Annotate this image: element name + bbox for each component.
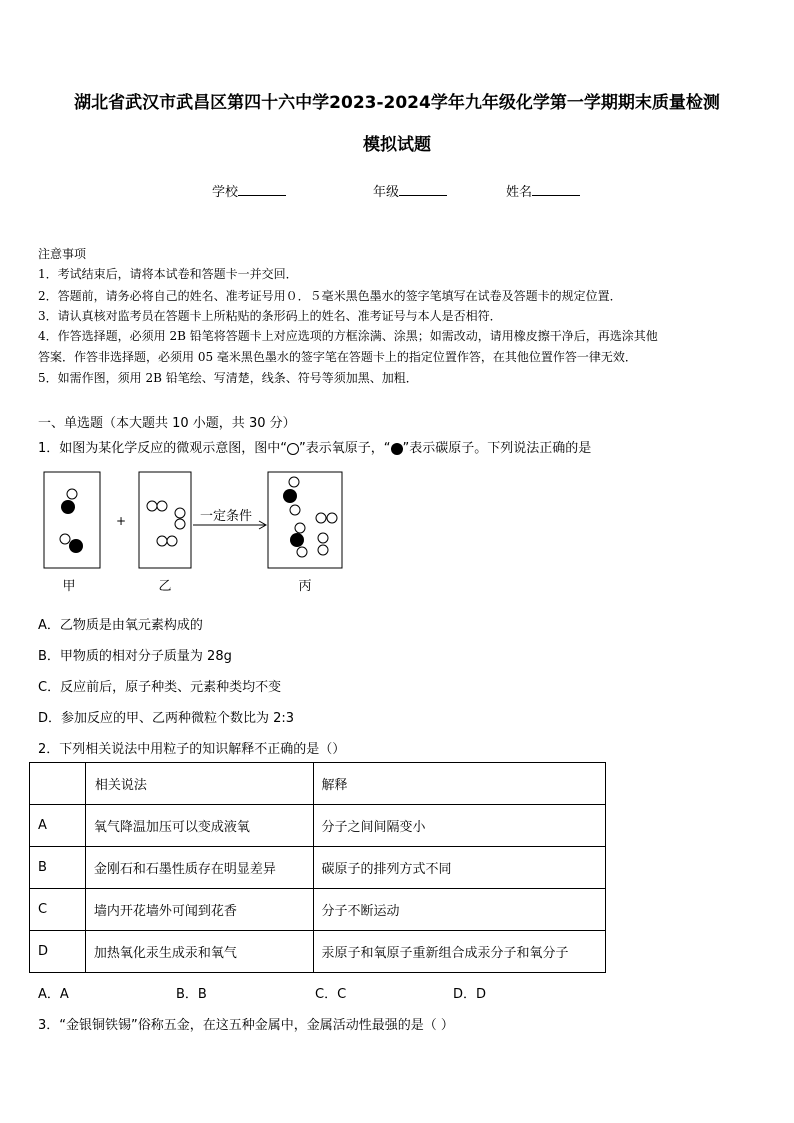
carbon-atom-icon [290,533,304,547]
oxygen-atom-icon [147,501,157,511]
question-1-text-b: ”表示氧原子，“ [299,441,391,456]
table-cell: 氧气降温加压可以变成液氧 [85,805,313,847]
table-header-cell: 相关说法 [85,763,313,805]
grade-blank [399,183,447,196]
question-2-stem: 2．下列相关说法中用粒子的知识解释不正确的是（） [38,742,346,757]
oxygen-atom-icon [175,508,185,518]
question-1-stem [38,437,591,456]
grade-label: 年级 [373,185,400,200]
notes-item: 4．作答选择题，必须用 2B 铅笔将答题卡上对应选项的方框涂满、涂黑；如需改动，请用橡皮擦干净后，再选涂其他 [38,329,658,343]
notes-item: 2．答题前，请务必将自己的姓名、准考证号用０．５毫米黑色墨水的签字笔填写在试卷及答题卡的规定位置． [38,289,622,303]
question-2-option-a[interactable]: A．A [38,987,69,1002]
table-row [30,847,606,889]
table-row [30,889,606,931]
question-2-option-b[interactable]: B．B [176,987,207,1002]
name-field [506,181,580,200]
table-cell: C [30,889,86,931]
question-1-option-c[interactable]: C．反应前后，原子种类、元素种类均不变 [38,680,282,695]
oxygen-atom-icon [327,513,337,523]
table-row [30,805,606,847]
grade-field [373,181,447,200]
oxygen-atom-icon [287,443,299,455]
label-jia: 甲 [62,579,76,594]
oxygen-atom-icon [316,513,326,523]
question-2-option-d[interactable]: D．D [453,987,487,1002]
question-1-text-a: 1．如图为某化学反应的微观示意图，图中“ [38,441,288,456]
table-cell: 金刚石和石墨性质存在明显差异 [85,847,313,889]
table-cell: 分子之间间隔变小 [313,805,605,847]
box-jia [44,472,100,568]
page-title: 湖北省武汉市武昌区第四十六中学2023-2024学年九年级化学第一学期期末质量检测 [74,93,720,113]
notes-item: 5．如需作图，须用 2B 铅笔绘、写清楚，线条、符号等须加黑、加粗． [38,371,418,385]
oxygen-atom-icon [297,547,307,557]
oxygen-atom-icon [67,489,77,499]
oxygen-atom-icon [318,545,328,555]
table-header-cell: 解释 [313,763,605,805]
table-cell: 碳原子的排列方式不同 [313,847,605,889]
notes-heading: 注意事项 [38,247,87,261]
table-cell: D [30,931,86,973]
carbon-atom-icon [283,489,297,503]
oxygen-atom-icon [167,536,177,546]
table-cell: 汞原子和氧原子重新组合成汞分子和氧分子 [313,931,605,973]
table-header-row [30,763,606,805]
reaction-condition: 一定条件 [200,509,253,524]
question-1-option-a[interactable]: A．乙物质是由氧元素构成的 [38,618,203,633]
section-heading: 一、单选题（本大题共 10 小题，共 30 分） [38,416,296,431]
oxygen-atom-icon [175,519,185,529]
notes-item: 答案．作答非选择题，必须用 05 毫米黑色墨水的签字笔在答题卡上的指定位置作答，在其他位置作答一律无效． [38,350,637,364]
question-1-option-d[interactable]: D．参加反应的甲、乙两种微粒个数比为 2:3 [38,711,295,726]
question-3-stem: 3．“金银铜铁锡”俗称五金，在这五种金属中，金属活动性最强的是（ ） [38,1018,454,1033]
question-1-option-b[interactable]: B．甲物质的相对分子质量为 28g [38,649,232,664]
table-header-cell [30,763,86,805]
table-row [30,931,606,973]
table-cell: 加热氧化汞生成汞和氧气 [85,931,313,973]
label-bing: 丙 [298,579,312,594]
oxygen-atom-icon [289,477,299,487]
oxygen-atom-icon [295,523,305,533]
oxygen-atom-icon [157,501,167,511]
carbon-atom-icon [391,443,403,455]
oxygen-atom-icon [60,534,70,544]
carbon-atom-icon [69,539,83,553]
oxygen-atom-icon [318,533,328,543]
reaction-diagram [38,468,358,598]
page-subtitle: 模拟试题 [363,135,431,155]
table-cell: A [30,805,86,847]
oxygen-atom-icon [290,505,300,515]
question-1-text-c: ”表示碳原子。下列说法正确的是 [402,441,592,456]
plus-sign: + [116,514,127,528]
question-2-option-c[interactable]: C．C [315,987,347,1002]
table-cell: B [30,847,86,889]
question-2-table [29,762,606,973]
school-blank [238,183,286,196]
school-label: 学校 [212,185,239,200]
school-field [212,181,286,200]
notes-item: 3．请认真核对监考员在答题卡上所粘贴的条形码上的姓名、准考证号与本人是否相符． [38,309,502,323]
oxygen-atom-icon [157,536,167,546]
carbon-atom-icon [61,500,75,514]
notes-item: 1．考试结束后，请将本试卷和答题卡一并交回． [38,267,298,281]
name-label: 姓名 [506,185,533,200]
table-cell: 墙内开花墙外可闻到花香 [85,889,313,931]
table-cell: 分子不断运动 [313,889,605,931]
name-blank [532,183,580,196]
label-yi: 乙 [158,579,172,594]
